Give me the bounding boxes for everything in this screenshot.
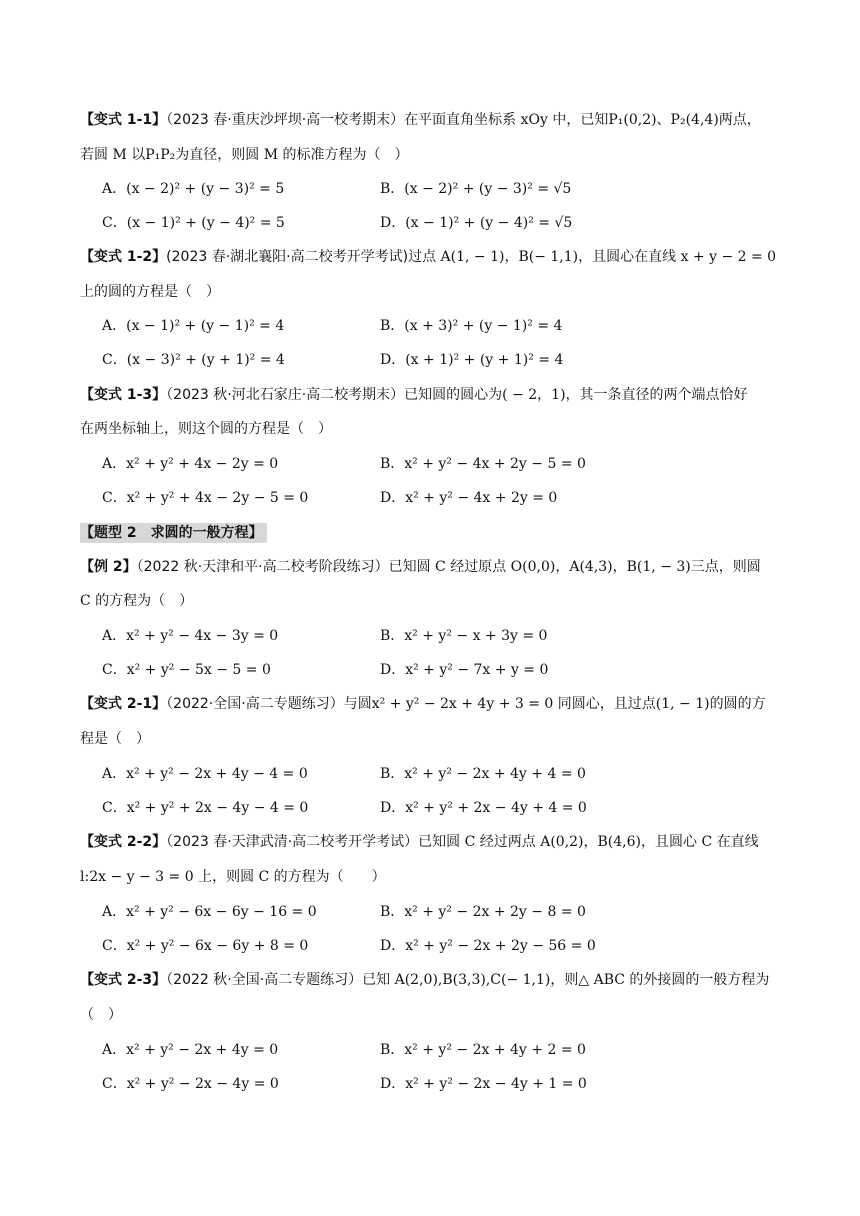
problem-stem: 已知圆的圆心为( − 2，1)，其一条直径的两个端点恰好 <box>404 387 748 403</box>
problem-1-2-line1 <box>80 247 776 267</box>
option-b: B．x² + y² − 2x + 4y + 2 = 0 <box>380 1042 586 1058</box>
option-c: C．(x − 3)² + (y + 1)² = 4 <box>102 352 285 368</box>
option-d: D．(x − 1)² + (y − 4)² = √5 <box>380 215 573 231</box>
example-2-line2: C 的方程为（ ） <box>80 593 194 609</box>
problem-2-2-line1 <box>80 832 759 852</box>
option-c: C．x² + y² − 5x − 5 = 0 <box>102 662 271 678</box>
option-c: C．x² + y² − 2x − 4y = 0 <box>102 1076 279 1092</box>
problem-tag: 【变式 1-2】 <box>80 249 167 265</box>
problem-source: （2022·全国·高二专题练习） <box>166 696 344 712</box>
option-a: A．x² + y² + 4x − 2y = 0 <box>102 456 279 472</box>
problem-source: (2023 春·湖北襄阳·高二校考开学考试) <box>166 249 409 265</box>
option-b: B．x² + y² − 2x + 4y + 4 = 0 <box>380 766 586 782</box>
problem-stem: 已知圆 C 经过原点 O(0,0)，A(4,3)，B(1, − 3)三点，则圆 <box>388 559 761 575</box>
problem-2-1-line2: 程是（ ） <box>80 731 150 747</box>
option-c: C．(x − 1)² + (y − 4)² = 5 <box>102 215 285 231</box>
option-a: A．x² + y² − 4x − 3y = 0 <box>102 628 279 644</box>
problem-1-2-line2: 上的圆的方程是（ ） <box>80 284 220 300</box>
option-d: D．x² + y² − 7x + y = 0 <box>380 662 549 678</box>
option-d: D．x² + y² − 2x + 2y − 56 = 0 <box>380 938 596 954</box>
option-c: C．x² + y² + 4x − 2y − 5 = 0 <box>102 490 309 506</box>
option-d: D．x² + y² − 4x + 2y = 0 <box>380 490 558 506</box>
option-c: C．x² + y² + 2x − 4y − 4 = 0 <box>102 800 309 816</box>
problem-2-1-line1 <box>80 694 766 714</box>
problem-stem: 在平面直角坐标系 xOy 中，已知P₁(0,2)、P₂(4,4)两点， <box>404 112 761 128</box>
section-header: 【题型 2 求圆的一般方程】 <box>80 523 267 543</box>
problem-1-1-line1 <box>80 110 761 130</box>
problem-tag: 【变式 1-1】 <box>80 112 167 128</box>
problem-stem: 与圆x² + y² − 2x + 4y + 3 = 0 同圆心，且过点(1, − 1)的圆的方 <box>343 696 766 712</box>
option-a: A．x² + y² − 2x + 4y = 0 <box>102 1042 279 1058</box>
problem-2-3-line1 <box>80 970 769 990</box>
problem-2-2-line2: l:2x − y − 3 = 0 上，则圆 C 的方程为（ ） <box>80 869 386 885</box>
problem-tag: 【变式 2-1】 <box>80 696 167 712</box>
problem-stem: 过点 A(1, − 1)，B(− 1,1)，且圆心在直线 x + y − 2 = 0 <box>408 249 777 265</box>
problem-source: （2023 春·重庆沙坪坝·高一校考期末） <box>166 112 405 128</box>
problem-source: （2023 秋·河北石家庄·高二校考期末） <box>166 387 405 403</box>
problem-source: （2023 春·天津武清·高二校考开学考试） <box>166 834 419 850</box>
option-a: A．x² + y² − 2x + 4y − 4 = 0 <box>102 766 308 782</box>
option-b: B．x² + y² − 4x + 2y − 5 = 0 <box>380 456 586 472</box>
option-b: B．(x − 2)² + (y − 3)² = √5 <box>380 181 572 197</box>
problem-1-1-line2: 若圆 M 以P₁P₂为直径，则圆 M 的标准方程为（ ） <box>80 147 409 163</box>
option-a: A．x² + y² − 6x − 6y − 16 = 0 <box>102 904 317 920</box>
problem-stem: 已知圆 C 经过两点 A(0,2)，B(4,6)，且圆心 C 在直线 <box>418 834 759 850</box>
problem-tag: 【变式 2-3】 <box>80 972 167 988</box>
option-b: B．(x + 3)² + (y − 1)² = 4 <box>380 318 563 334</box>
option-d: D．x² + y² − 2x − 4y + 1 = 0 <box>380 1076 587 1092</box>
problem-tag: 【变式 1-3】 <box>80 387 167 403</box>
option-b: B．x² + y² − 2x + 2y − 8 = 0 <box>380 904 586 920</box>
problem-stem: 已知 A(2,0),B(3,3),C(− 1,1)，则△ ABC 的外接圆的一般方程为 <box>362 972 770 988</box>
option-d: D．x² + y² + 2x − 4y + 4 = 0 <box>380 800 587 816</box>
problem-2-3-line2: （ ） <box>80 1007 122 1023</box>
problem-source: （2022 秋·全国·高二专题练习） <box>166 972 363 988</box>
option-b: B．x² + y² − x + 3y = 0 <box>380 628 548 644</box>
problem-tag: 【变式 2-2】 <box>80 834 167 850</box>
example-2-line1 <box>80 557 761 577</box>
problem-1-3-line1 <box>80 385 748 405</box>
problem-tag: 【例 2】 <box>80 559 137 575</box>
problem-source: （2022 秋·天津和平·高二校考阶段练习） <box>136 559 389 575</box>
problem-1-3-line2: 在两坐标轴上，则这个圆的方程是（ ） <box>80 421 332 437</box>
option-d: D．(x + 1)² + (y + 1)² = 4 <box>380 352 564 368</box>
option-c: C．x² + y² − 6x − 6y + 8 = 0 <box>102 938 309 954</box>
option-a: A．(x − 2)² + (y − 3)² = 5 <box>102 181 285 197</box>
option-a: A．(x − 1)² + (y − 1)² = 4 <box>102 318 285 334</box>
